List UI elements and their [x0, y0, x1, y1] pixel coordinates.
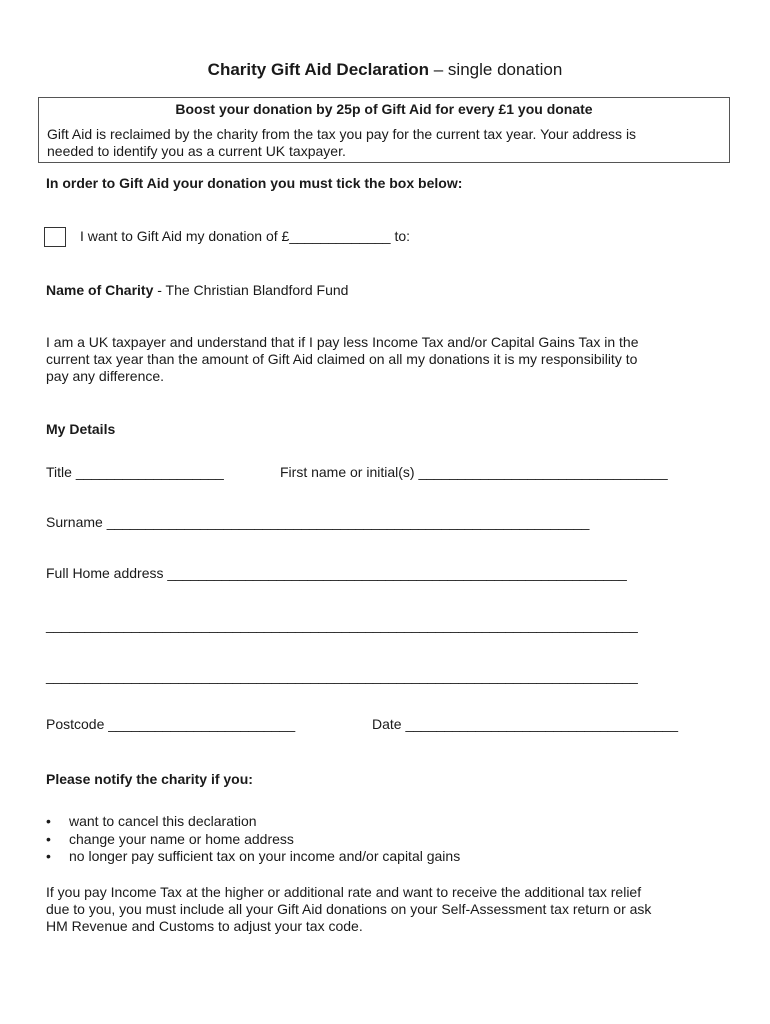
gift-aid-info-text [47, 126, 723, 160]
title-field[interactable]: Title ___________________ [46, 464, 224, 480]
date-field[interactable]: Date ___________________________________ [372, 716, 678, 732]
notify-item-text: no longer pay sufficient tax on your income and/or capital gains [69, 848, 461, 864]
surname-field[interactable]: Surname ______________________________________________________________ [46, 514, 590, 530]
gift-aid-info-line-1: Gift Aid is reclaimed by the charity from the tax you pay for the current tax year. Your address is [47, 126, 637, 142]
higher-rate-note-line-1: If you pay Income Tax at the higher or additional rate and want to receive the additional tax relief [46, 884, 642, 900]
notify-heading: Please notify the charity if you: [46, 771, 253, 787]
gift-aid-info-line-2: needed to identify you as a current UK taxpayer. [47, 143, 346, 159]
bullet-icon: • [46, 848, 51, 864]
taxpayer-statement-line-1: I am a UK taxpayer and understand that if I pay less Income Tax and/or Capital Gains Tax in the [46, 334, 639, 350]
postcode-field[interactable]: Postcode ________________________ [46, 716, 296, 732]
first-name-field[interactable]: First name or initial(s) ________________________________ [280, 464, 668, 480]
charity-name [46, 282, 348, 298]
higher-rate-note [46, 884, 718, 935]
page-title-bold: Charity Gift Aid Declaration [207, 60, 430, 79]
charity-name-label: Name of Charity [46, 282, 154, 298]
boost-heading: Boost your donation by 25p of Gift Aid for every £1 you donate [175, 101, 593, 117]
taxpayer-statement-line-2: current tax year than the amount of Gift Aid claimed on all my donations it is my responsibility to [46, 351, 638, 367]
taxpayer-statement [46, 334, 718, 385]
bullet-icon: • [46, 830, 51, 847]
gift-aid-info-box [38, 97, 730, 163]
bullet-icon: • [46, 813, 51, 829]
notify-item-text: want to cancel this declaration [69, 813, 257, 829]
gift-aid-checkbox-label[interactable]: I want to Gift Aid my donation of £_____________ to: [80, 228, 411, 244]
page-title [0, 60, 770, 80]
home-address-field[interactable]: Full Home address ___________________________________________________________ [46, 565, 627, 581]
higher-rate-note-line-3: HM Revenue and Customs to adjust your tax code. [46, 918, 363, 934]
tick-instruction: In order to Gift Aid your donation you must tick the box below: [46, 175, 463, 191]
taxpayer-statement-line-3: pay any difference. [46, 368, 165, 384]
notify-list [46, 813, 460, 866]
higher-rate-note-line-2: due to you, you must include all your Gift Aid donations on your Self-Assessment tax return or ask [46, 901, 652, 917]
gift-aid-checkbox[interactable] [44, 227, 66, 247]
notify-item-text: change your name or home address [69, 830, 294, 847]
my-details-heading: My Details [46, 421, 116, 437]
home-address-line-3[interactable]: ____________________________________________________________________________ [46, 668, 638, 684]
home-address-line-2[interactable]: ____________________________________________________________________________ [46, 617, 638, 633]
notify-item-change-details [46, 831, 460, 849]
notify-item-cancel [46, 813, 460, 831]
notify-item-insufficient-tax [46, 848, 460, 866]
page-title-rest: – single donation [429, 60, 563, 79]
charity-name-value: - The Christian Blandford Fund [153, 282, 349, 298]
